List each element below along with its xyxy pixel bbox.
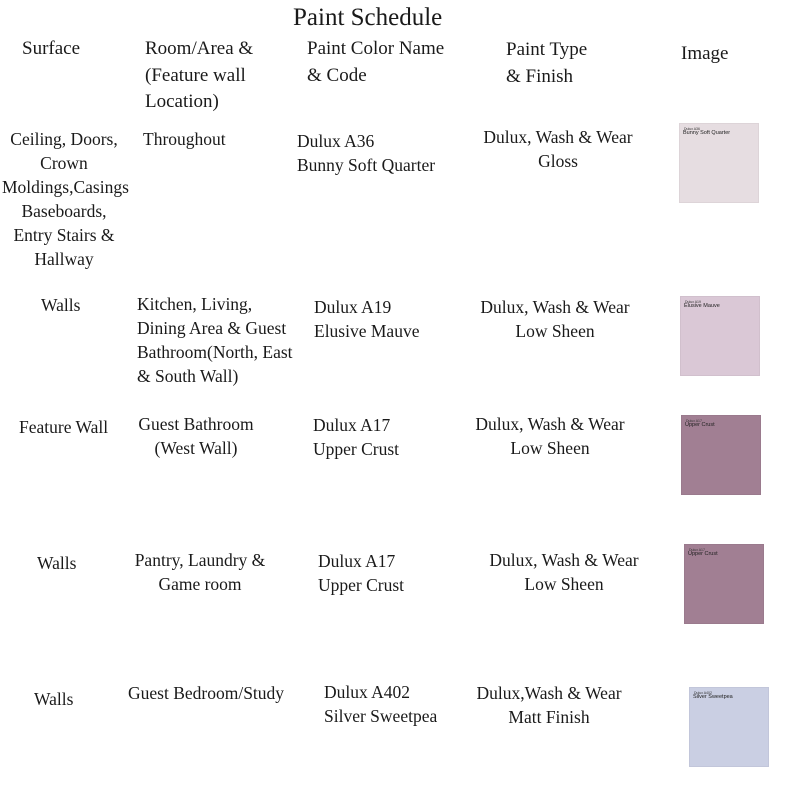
row-5-swatch-image xyxy=(689,687,769,767)
row-1-paint-type: Dulux, Wash & Wear Gloss xyxy=(483,127,633,171)
header-surface: Surface xyxy=(22,38,81,59)
row-4-swatch-brand: Dulux A17 xyxy=(689,548,705,552)
header-paint-color: Paint Color Name & Code xyxy=(307,38,445,86)
row-1-surface: Ceiling, Doors, Crown Moldings,Casings Baseboards, Entry Stairs & Hallway xyxy=(2,129,129,269)
row-4-surface: Walls xyxy=(37,553,77,573)
row-5-room: Guest Bedroom/Study xyxy=(128,683,285,703)
row-3-swatch-name: Upper Crust xyxy=(685,422,715,428)
header-paint-type: Paint Type & Finish xyxy=(506,39,588,87)
row-2-paint-color: Dulux A19 Elusive Mauve xyxy=(314,297,420,341)
row-2-swatch-name: Elusive Mauve xyxy=(684,303,720,309)
row-4-room: Pantry, Laundry & Game room xyxy=(134,550,266,594)
row-3-swatch-image xyxy=(681,415,761,495)
row-4-paint-color: Dulux A17 Upper Crust xyxy=(318,551,405,595)
page-title: Paint Schedule xyxy=(293,4,443,31)
row-3-room: Guest Bathroom (West Wall) xyxy=(138,414,254,458)
header-image: Image xyxy=(681,43,729,64)
header-room-area: Room/Area & (Feature wall Location) xyxy=(145,38,254,112)
row-2-swatch-brand: Dulux A19 xyxy=(685,300,701,304)
row-4-paint-type: Dulux, Wash & Wear Low Sheen xyxy=(489,550,639,594)
row-3-paint-color: Dulux A17 Upper Crust xyxy=(313,415,400,459)
row-4-swatch-image xyxy=(684,544,764,624)
row-5-paint-type: Dulux,Wash & Wear Matt Finish xyxy=(476,683,622,727)
row-5-swatch-brand: Dulux A402 xyxy=(694,691,712,695)
row-5-paint-color: Dulux A402 Silver Sweetpea xyxy=(324,682,438,726)
row-3-paint-type: Dulux, Wash & Wear Low Sheen xyxy=(475,414,625,458)
row-2-paint-type: Dulux, Wash & Wear Low Sheen xyxy=(480,297,630,341)
row-1-room: Throughout xyxy=(143,129,226,149)
row-1-swatch-image xyxy=(679,123,759,203)
row-2-surface: Walls xyxy=(41,295,81,315)
row-2-room: Kitchen, Living, Dining Area & Guest Bathroom(North, East & South Wall) xyxy=(137,294,293,386)
row-2-swatch-image xyxy=(680,296,760,376)
row-3-swatch-brand: Dulux A17 xyxy=(686,419,702,423)
row-1-swatch-name: Bunny Soft Quarter xyxy=(683,130,731,136)
row-5-swatch-name: Silver Sweetpea xyxy=(693,694,733,700)
row-1-swatch-brand: Dulux A36 xyxy=(684,127,700,131)
row-5-surface: Walls xyxy=(34,689,74,709)
row-4-swatch-name: Upper Crust xyxy=(688,551,718,557)
row-3-surface: Feature Wall xyxy=(19,417,109,437)
row-1-paint-color: Dulux A36 Bunny Soft Quarter xyxy=(297,131,436,175)
